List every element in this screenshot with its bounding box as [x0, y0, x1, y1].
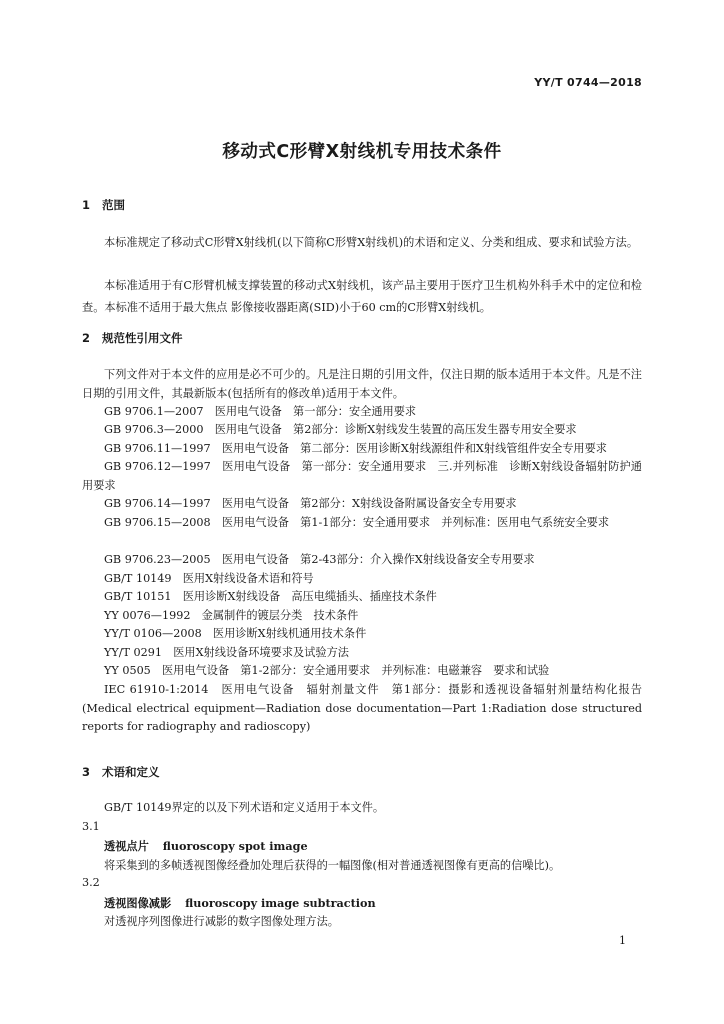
reference-item: GB 9706.14—1997 医用电气设备 第2部分：X射线设备附属设备安全专用要求	[104, 497, 517, 510]
term-zh: 透视图像减影	[104, 896, 172, 910]
term-en: fluoroscopy spot image	[162, 839, 308, 853]
references-intro: 下列文件对于本文件的应用是必不可少的。凡是注日期的引用文件，仅注日期的版本适用于本文件。凡是不注日期的引用文件，其最新版本(包括所有的修改单)适用于本文件。	[82, 368, 642, 400]
reference-item: GB 9706.11—1997 医用电气设备 第二部分：医用诊断X射线源组件和X射线管组件安全专用要求	[104, 442, 607, 455]
term-definition: 将采集到的多帧透视图像经叠加处理后获得的一幅图像(相对普通透视图像有更高的信噪比)。	[104, 859, 561, 872]
reference-item: IEC 61910-1:2014 医用电气设备 辐射剂量文件 第1部分：摄影和透视设备辐射剂量结构化报告(Medical electrical equipment—Radiation dose documentation—Part 1:Radiation dose structured reports for radiography and radioscopy)	[82, 683, 642, 733]
document-title: 移动式C形臂X射线机专用技术条件	[222, 142, 502, 162]
section-number: 1	[82, 198, 91, 212]
reference-item: YY/T 0291 医用X射线设备环境要求及试验方法	[104, 646, 349, 659]
term-en: fluoroscopy image subtraction	[185, 896, 376, 910]
reference-item: GB 9706.23—2005 医用电气设备 第2-43部分：介入操作X射线设备安全专用要求	[104, 553, 535, 566]
page-number: 1	[619, 934, 626, 947]
reference-item: GB 9706.1—2007 医用电气设备 第一部分：安全通用要求	[104, 405, 417, 418]
standard-code: YY/T 0744—2018	[534, 76, 642, 89]
reference-item: YY 0505 医用电气设备 第1-2部分：安全通用要求 并列标准：电磁兼容 要求和试验	[104, 664, 550, 677]
reference-item: GB/T 10151 医用诊断X射线设备 高压电缆插头、插座技术条件	[104, 590, 437, 603]
section-1-heading	[82, 197, 125, 213]
term-zh: 透视点片	[104, 839, 149, 853]
section-title: 范围	[102, 198, 125, 212]
terms-intro: GB/T 10149界定的以及下列术语和定义适用于本文件。	[104, 801, 385, 814]
reference-item: GB/T 10149 医用X射线设备术语和符号	[104, 572, 314, 585]
scope-paragraph-2: 本标准适用于有C形臂机械支撑装置的移动式X射线机，该产品主要用于医疗卫生机构外科手术中的定位和检查。本标准不适用于最大焦点 影像接收器距离(SID)小于60 cm的C形臂X射线机。	[82, 279, 642, 314]
clause-number: 3.2	[82, 876, 100, 889]
reference-item: YY 0076—1992 金属制件的镀层分类 技术条件	[104, 609, 359, 622]
section-title: 规范性引用文件	[102, 331, 183, 345]
term-entry	[104, 838, 308, 854]
section-3-heading	[82, 764, 160, 780]
reference-item: GB 9706.3—2000 医用电气设备 第2部分：诊断X射线发生装置的高压发生器专用安全要求	[104, 423, 577, 436]
scope-paragraph-1: 本标准规定了移动式C形臂X射线机(以下简称C形臂X射线机)的术语和定义、分类和组成、要求和试验方法。	[104, 236, 639, 249]
reference-item: YY/T 0106—2008 医用诊断X射线机通用技术条件	[104, 627, 367, 640]
section-number: 3	[82, 765, 91, 779]
section-title: 术语和定义	[102, 765, 160, 779]
term-definition: 对透视序列图像进行减影的数字图像处理方法。	[104, 915, 339, 928]
section-2-heading	[82, 330, 183, 346]
section-number: 2	[82, 331, 91, 345]
reference-item: GB 9706.15—2008 医用电气设备 第1-1部分：安全通用要求 并列标准：医用电气系统安全要求	[104, 516, 610, 529]
term-entry	[104, 895, 376, 911]
clause-number: 3.1	[82, 820, 100, 833]
reference-item: GB 9706.12—1997 医用电气设备 第一部分：安全通用要求 三.并列标准 诊断X射线设备辐射防护通用要求	[82, 460, 642, 492]
